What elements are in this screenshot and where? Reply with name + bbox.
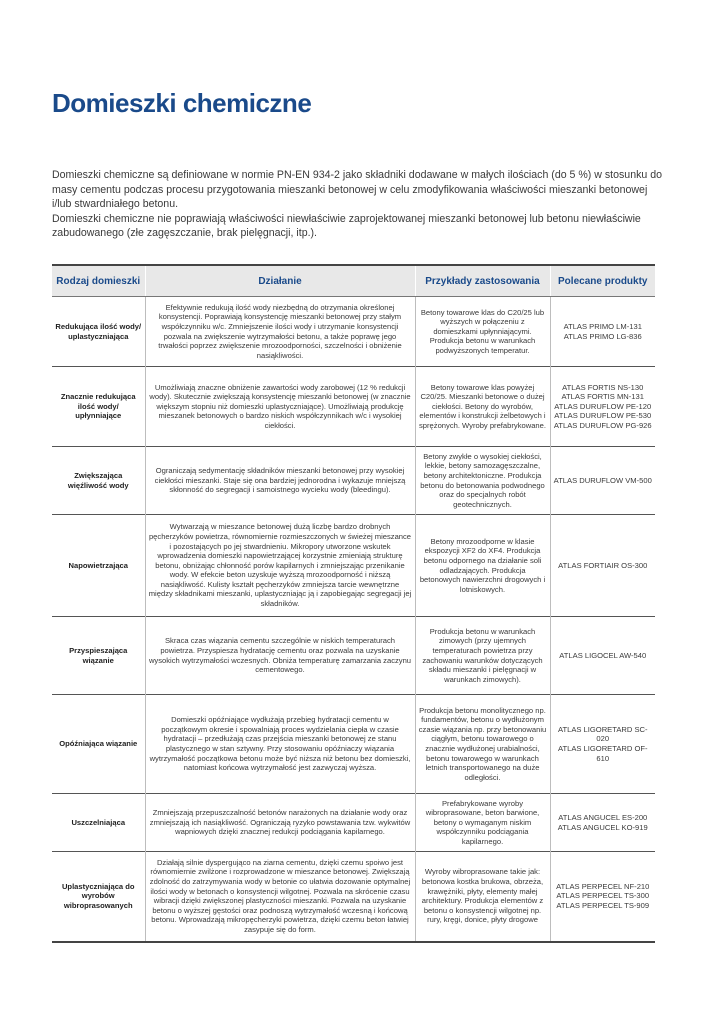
table-row (52, 515, 655, 617)
admixture-type: Opóźniająca wiązanie (52, 695, 145, 794)
admixture-type: Przyspieszająca wiązanie (52, 617, 145, 695)
admixture-type: Uplastyczniająca do wyrobów wibroprasowanych (52, 852, 145, 942)
admixture-examples: Betony mrozoodporne w klasie ekspozycji XF2 do XF4. Produkcja betonu odpornego na działanie soli odladzających. Produkcja betonowych nawierzchni drogowych i lotniskowych. (415, 515, 550, 617)
admixture-products: ATLAS DURUFLOW VM-500 (550, 447, 655, 515)
header-examples: Przykłady zastosowania (415, 265, 550, 297)
admixture-examples: Produkcja betonu w warunkach zimowych (przy ujemnych temperaturach powietrza przy zachowaniu warunków dotyczących składu mieszanki i pielęgnacji w warunkach zimowych). (415, 617, 550, 695)
table-row (52, 367, 655, 447)
table-row (52, 794, 655, 852)
admixture-products: ATLAS LIGOCEL AW-540 (550, 617, 655, 695)
intro-paragraph: Domieszki chemiczne nie poprawiają właściwości niewłaściwie zaprojektowanej mieszanki betonowej lub betonu niewłaściwie zabudowanego (złe zagęszczanie, brak pielęgnacji, itp.). (52, 212, 641, 240)
admixture-products: ATLAS FORTIS NS-130 ATLAS FORTIS MN-131 ATLAS DURUFLOW PE-120 ATLAS DURUFLOW PE-530 ATLAS DURUFLOW PG-926 (550, 367, 655, 447)
admixture-action: Zmniejszają przepuszczalność betonów narażonych na działanie wody oraz zmniejszają ich nasiąkliwość. Ograniczają ryzyko powstawania tzw. wykwitów wapniowych dzięki znacznej redukcji podciągania kapilarnego. (145, 794, 415, 852)
table-row (52, 617, 655, 695)
admixture-examples: Prefabrykowane wyroby wibroprasowane, beton barwione, betony o wymaganym niskim współczynniku podciągania kapilarnego. (415, 794, 550, 852)
admixture-action: Efektywnie redukują ilość wody niezbędną do otrzymania określonej konsystencji. Poprawiają konsystencję mieszanki betonowej przy stałym współczynniku w/c. Zmniejszenie ilości wody i utrzymanie konsystencji pozwala na zwiększenie wytrzymałości betonu, a także poprawę jego trwałości poprzez zwiększenie mrozoodporności, szczelności i obniżenie nasiąkliwości. (145, 297, 415, 367)
admixture-products: ATLAS LIGORETARD SC-020 ATLAS LIGORETARD OF-610 (550, 695, 655, 794)
admixtures-table (52, 264, 655, 943)
header-type: Rodzaj domieszki (52, 265, 145, 297)
admixture-type: Zwiększająca więźliwość wody (52, 447, 145, 515)
admixture-type: Napowietrzająca (52, 515, 145, 617)
intro-paragraph: Domieszki chemiczne są definiowane w normie PN-EN 934-2 jako składniki dodawane w małych ilościach (do 5 %) w stosunku do masy cementu podczas procesu przygotowania mieszanki betonowej w celu zmodyfikowania właściwości mieszanki betonowej i/lub stwardniałego betonu. (52, 169, 663, 211)
admixture-examples: Wyroby wibroprasowane takie jak: betonowa kostka brukowa, obrzeża, krawężniki, płyty, elementy małej architektury. Produkcja elementów z betonu o konsystencji wilgotnej np. rury, kręgi, donice, płyty drogowe (415, 852, 550, 942)
admixture-examples: Betony towarowe klas do C20/25 lub wyższych w połączeniu z domieszkami upłynniającymi. Produkcja betonu w warunkach podwyższonych temperatur. (415, 297, 550, 367)
admixture-action: Skraca czas wiązania cementu szczególnie w niskich temperaturach powietrza. Przyspiesza hydratację cementu oraz pozwala na uzyskanie wysokich wytrzymałości wczesnych. Obniża temperaturę zamarzania zaczynu cementowego. (145, 617, 415, 695)
admixture-action: Działają silnie dyspergująco na ziarna cementu, dzięki czemu spoiwo jest równomiernie zwilżone i rozprowadzone w mieszance betonowej. Zwiększają zdolność do zatrzymywania wody w betonie co ułatwia dozowanie optymalnej ilości wody w betonach o konsystencji wilgotnej. Pozwala na skrócenie czasu wibracji dzięki zwiększonej plastyczności mieszanki. Pozwala na uzyskanie betonu o wyższej gęstości oraz podnoszą wytrzymałość wczesną i końcową betonu. Wprowadzają mikropęcherzyki powietrza, dzięki czemu beton łatwiej zasypuje się do form. (145, 852, 415, 942)
admixture-products: ATLAS FORTIAIR OS-300 (550, 515, 655, 617)
admixture-action: Ograniczają sedymentację składników mieszanki betonowej przy wysokiej ciekłości mieszanki. Staje się ona bardziej jednorodna i wykazuje mniejszą skłonność do segregacji i samoistnego wycieku wody (bleedingu). (145, 447, 415, 515)
admixture-products: ATLAS PRIMO LM-131 ATLAS PRIMO LG-836 (550, 297, 655, 367)
admixture-examples: Produkcja betonu monolitycznego np. fundamentów, betonu o wydłużonym czasie wiązania np. przy betonowaniu ciągłym, betonu towarowego o znacznie wydłużonej urabialności, betonu towarowego w warunkach letnich transportowanego na duże odległości. (415, 695, 550, 794)
admixture-examples: Betony towarowe klas powyżej C20/25. Mieszanki betonowe o dużej ciekłości. Betony do wyrobów, elementów i konstrukcji żelbetowych i sprężonych. Wyroby prefabrykowane. (415, 367, 550, 447)
table-row (52, 695, 655, 794)
admixture-products: ATLAS PERPECEL NF-210 ATLAS PERPECEL TS-300 ATLAS PERPECEL TS-909 (550, 852, 655, 942)
header-action: Działanie (145, 265, 415, 297)
intro-text (52, 168, 662, 241)
table-row (52, 447, 655, 515)
admixture-type: Uszczelniająca (52, 794, 145, 852)
admixture-type: Znacznie redukująca ilość wody/ upłynniające (52, 367, 145, 447)
table-row (52, 297, 655, 367)
table-header-row (52, 265, 655, 297)
header-products: Polecane produkty (550, 265, 655, 297)
page-title: Domieszki chemiczne (52, 88, 312, 118)
admixture-products: ATLAS ANGUCEL ES-200 ATLAS ANGUCEL KO-919 (550, 794, 655, 852)
admixture-action: Domieszki opóźniające wydłużają przebieg hydratacji cementu w początkowym okresie i spowalniają proces wydzielania ciepła w czasie hydratacji – przedłużają czas przejścia mieszanki betonowej ze stanu plastycznego w stan sztywny. Przy stosowaniu opóźniaczy wiązania wytrzymałość początkowa betonu może być niższa niż betonu bez domieszki, natomiast końcowa wytrzymałość jest zazwyczaj wyższa. (145, 695, 415, 794)
admixture-action: Umożliwiają znaczne obniżenie zawartości wody zarobowej (12 % redukcji wody). Skutecznie zwiększają konsystencję mieszanki betonowej (w znacznie większym stopniu niż domieszki uplastyczniające). Umożliwiają produkcję mieszanek betonowych o bardzo niskich współczynnikach w/c i wysokiej ciekłości. (145, 367, 415, 447)
admixture-type: Redukująca ilość wody/ uplastyczniająca (52, 297, 145, 367)
table-row (52, 852, 655, 942)
admixture-action: Wytwarzają w mieszance betonowej dużą liczbę bardzo drobnych pęcherzyków powietrza, równomiernie rozmieszczonych w świeżej mieszance i pozostających po jej stwardnieniu. Mikropory utworzone wskutek wprowadzenia domieszki napowietrzającej korzystnie zmieniają strukturę betonu, obniżając chłonność porów kapilarnych i zmniejszając przenikanie wody. W efekcie beton uzyskuje wyższą mrozoodporność i niższą nasiąkliwość. Kulisty kształt pęcherzyków zmniejsza tarcie wewnętrzne między składnikami mieszanki, uplastyczniając ją i zapobiegając segregacji jej składników. (145, 515, 415, 617)
admixture-examples: Betony zwykłe o wysokiej ciekłości, lekkie, betony samozagęszczalne, betony architektoniczne. Produkcja betonu do betonowania podwodnego oraz do specjalnych robót geotechnicznych. (415, 447, 550, 515)
